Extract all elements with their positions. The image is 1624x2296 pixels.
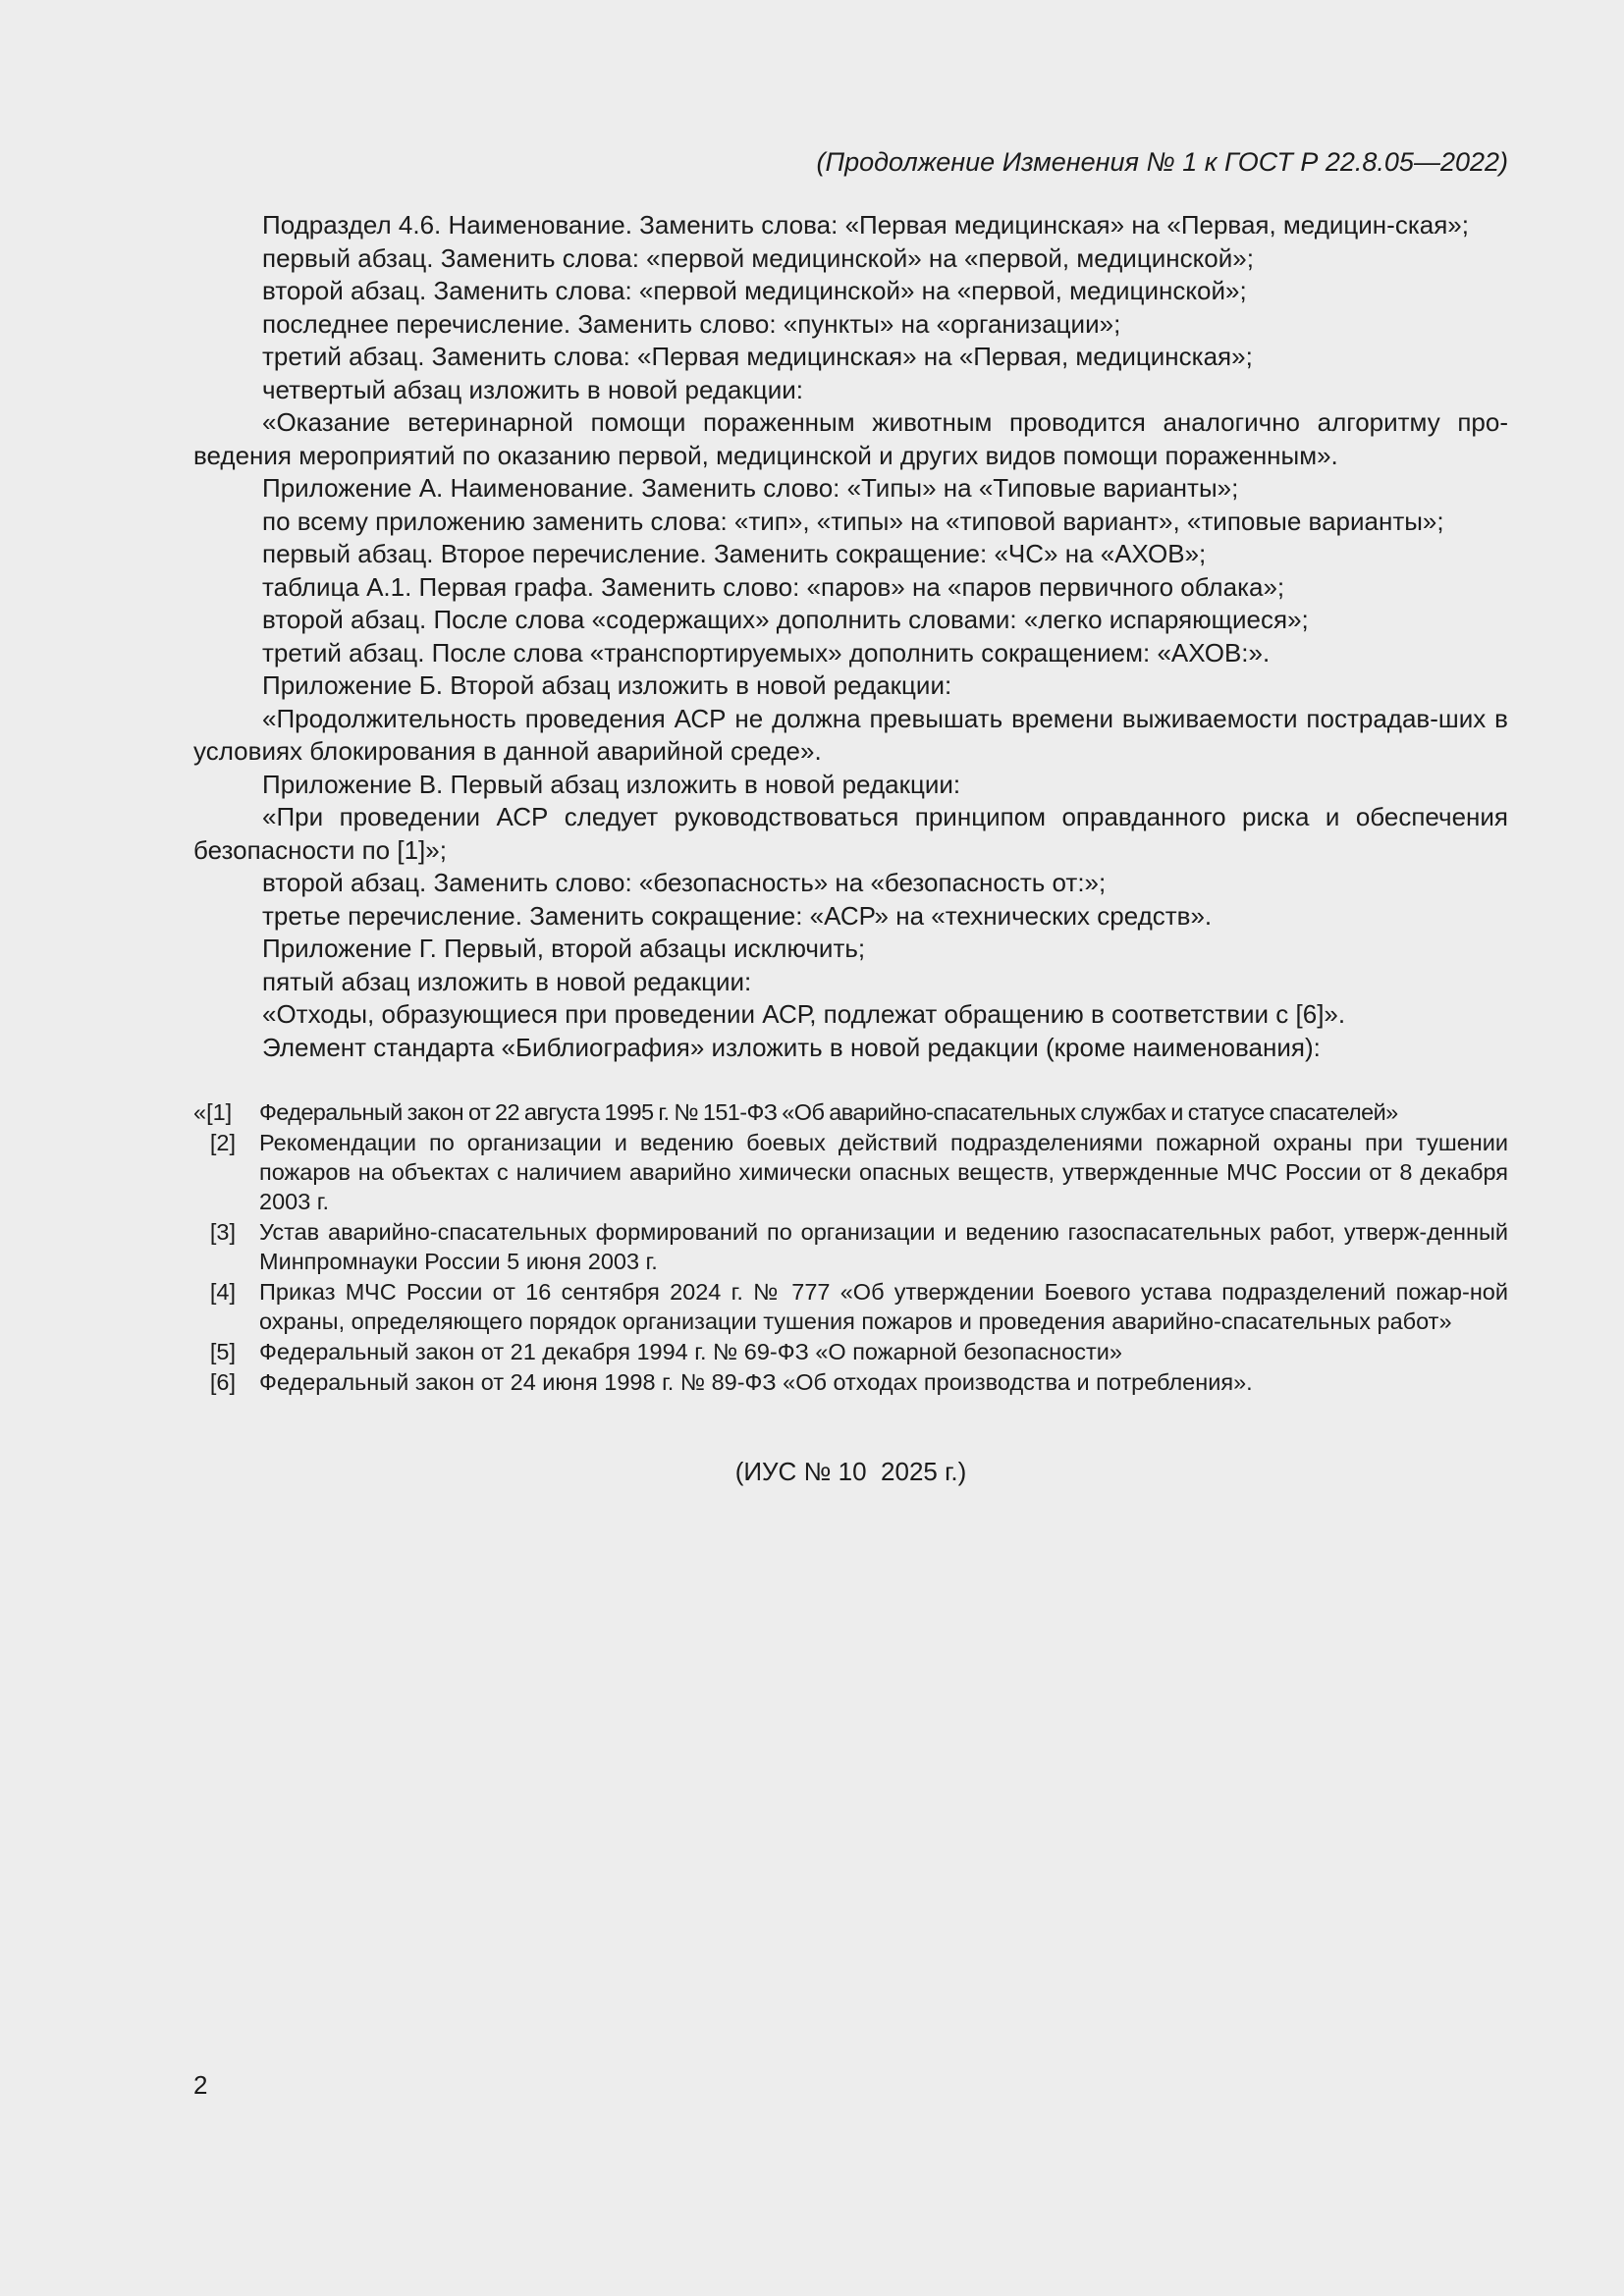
bibliography-list [193,1097,1508,1398]
paragraph: таблица А.1. Первая графа. Заменить слово: «паров» на «паров первичного облака»; [262,571,1285,602]
paragraph: четвертый абзац изложить в новой редакции: [262,374,804,404]
paragraph: Элемент стандарта «Библиография» изложить в новой редакции (кроме наименования): [262,1032,1321,1062]
bibliography-entry [193,1367,1508,1397]
paragraph: третий абзац. Заменить слова: «Первая медицинская» на «Первая, медицинская»; [262,342,1253,371]
paragraph: «Отходы, образующиеся при проведении АСР, подлежат обращению в соответствии с [6]». [262,999,1346,1029]
bibliography-text: Устав аварийно-спасательных формирований по организации и ведению газоспасательных работ, утверж-денный Минпромнауки России 5 июня 2003 г. [259,1219,1508,1274]
paragraph: первый абзац. Второе перечисление. Заменить сокращение: «ЧС» на «АХОВ»; [262,539,1207,568]
paragraph: последнее перечисление. Заменить слово: «пункты» на «организации»; [262,308,1121,339]
paragraph: Приложение Б. Второй абзац изложить в новой редакции: [262,670,952,700]
paragraph: третий абзац. После слова «транспортируемых» дополнить сокращением: «АХОВ:». [262,637,1271,667]
bibliography-number: [5] [209,1339,236,1364]
paragraph: третье перечисление. Заменить сокращение: «АСР» на «технических средств». [262,900,1213,931]
bibliography-entry [193,1097,1508,1127]
amendment-body [193,209,1508,1064]
paragraph: второй абзац. Заменить слова: «первой медицинской» на «первой, медицинской»; [262,276,1247,305]
bibliography-text: Рекомендации по организации и ведению боевых действий подразделениями пожарной охраны при тушении пожаров на объектах с наличием аварийно химически опасных веществ, утвержденные МЧС России от 8 декабря 2003 г. [259,1130,1508,1214]
bibliography-entry [193,1277,1508,1336]
bibliography-number: «[1] [193,1099,233,1125]
paragraph: второй абзац. После слова «содержащих» дополнить словами: «легко испаряющиеся»; [262,605,1309,634]
paragraph: «При проведении АСР следует руководствоваться принципом оправданного риска и обеспечения безопасности по [1]»; [193,802,1508,865]
bibliography-number: [2] [209,1130,236,1155]
bibliography-text: Федеральный закон от 24 июня 1998 г. № 89-ФЗ «Об отходах производства и потребления». [259,1369,1253,1395]
ius-reference: (ИУС № 10 2025 г.) [734,1457,967,1486]
paragraph: пятый абзац изложить в новой редакции: [262,966,752,996]
paragraph: Приложение В. Первый абзац изложить в новой редакции: [262,769,961,799]
bibliography-number: [4] [209,1279,236,1305]
paragraph: первый абзац. Заменить слова: «первой медицинской» на «первой, медицинской»; [262,242,1254,273]
bibliography-number: [3] [209,1219,236,1245]
paragraph: Приложение Г. Первый, второй абзацы исключить; [262,934,866,963]
bibliography-text: Приказ МЧС России от 16 сентября 2024 г. № 777 «Об утверждении Боевого устава подразделений пожар-ной охраны, определяющего порядок организации тушения пожаров и проведения аварийно-спасательных работ» [259,1279,1508,1334]
page-number: 2 [193,2070,208,2100]
paragraph: Подраздел 4.6. Наименование. Заменить слова: «Первая медицинская» на «Первая, медицин-ская»; [262,210,1469,240]
document-page [193,0,1508,2296]
continuation-header: (Продолжение Изменения № 1 к ГОСТ Р 22.8.05—2022) [816,147,1508,177]
bibliography-number: [6] [209,1369,236,1395]
bibliography-entry [193,1217,1508,1276]
bibliography-text: Федеральный закон от 21 декабря 1994 г. № 69-ФЗ «О пожарной безопасности» [259,1339,1122,1364]
paragraph: «Оказание ветеринарной помощи пораженным животным проводится аналогично алгоритму про-ведения мероприятий по оказанию первой, медицинской и других видов помощи пораженным». [193,407,1508,470]
paragraph: Приложение А. Наименование. Заменить слово: «Типы» на «Типовые варианты»; [262,473,1239,503]
paragraph: «Продолжительность проведения АСР не должна превышать времени выживаемости пострадав-ших в условиях блокирования в данной аварийной среде». [193,703,1508,766]
bibliography-entry [193,1128,1508,1216]
paragraph: второй абзац. Заменить слово: «безопасность» на «безопасность от:»; [262,868,1107,897]
bibliography-text: Федеральный закон от 22 августа 1995 г. № 151-ФЗ «Об аварийно-спасательных службах и статусе спасателей» [259,1099,1398,1125]
paragraph: по всему приложению заменить слова: «тип», «типы» на «типовой вариант», «типовые варианты»; [262,506,1444,536]
bibliography-entry [193,1337,1508,1366]
